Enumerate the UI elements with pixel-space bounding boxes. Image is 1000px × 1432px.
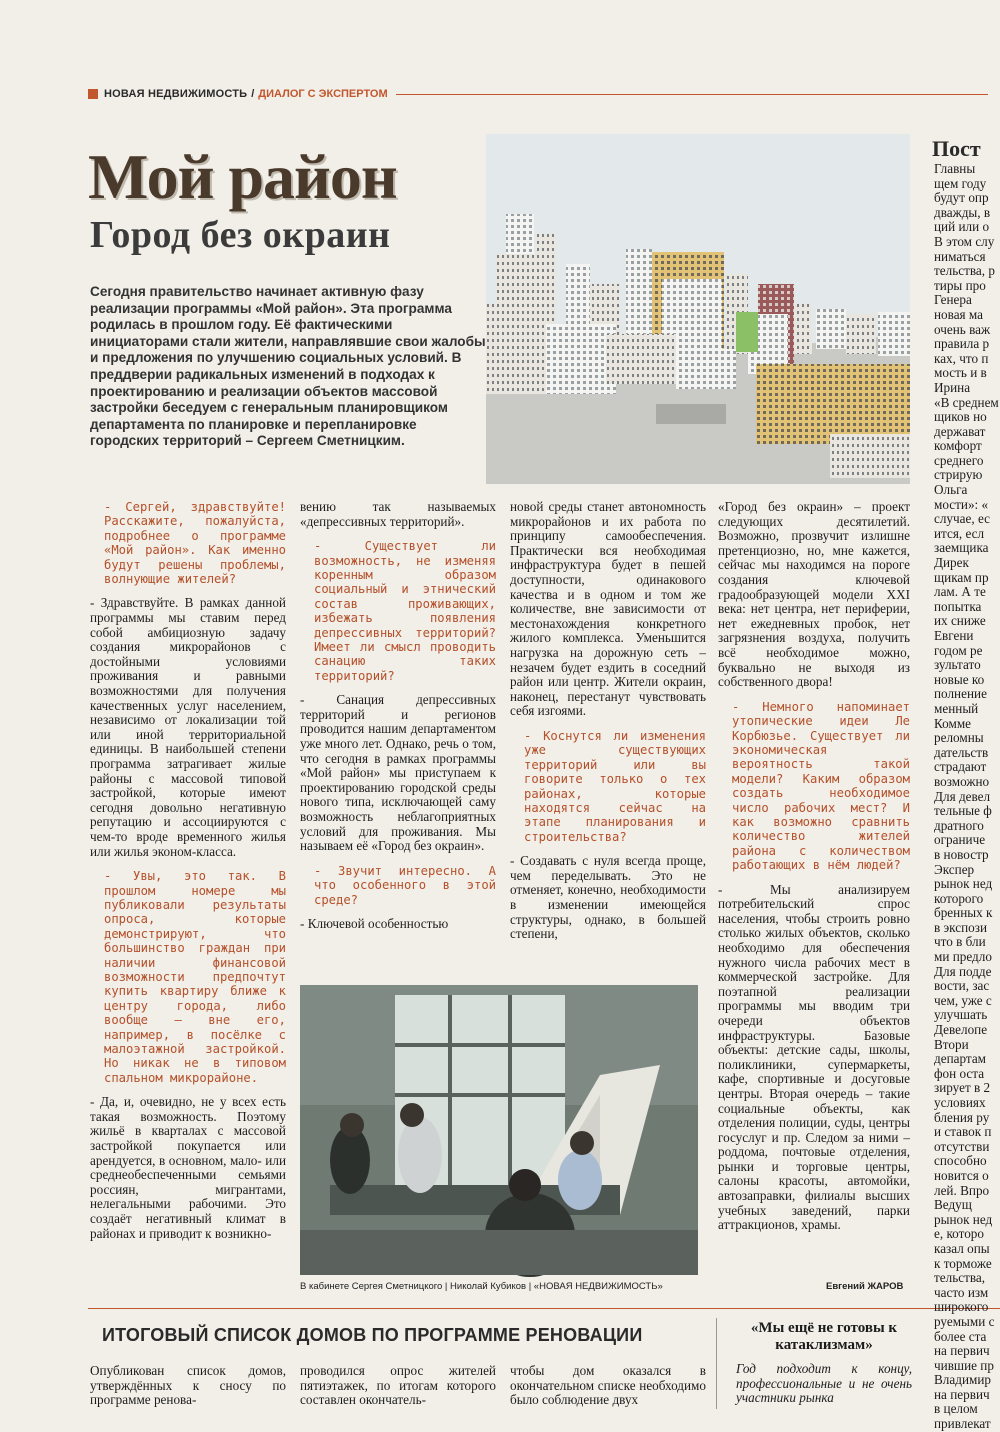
bottom-column-3: чтобы дом оказался в окончательном списке необходимо было соблюдение двух	[510, 1363, 706, 1408]
expert-answer: - Мы анализируем потребительский спрос населения, чтобы строить ровно столько жилых объектов, сколько необходимо для обеспечения нужного числа рабочих мест в коммерческой застройке. Для поэтапной реализации программы мы вводим три очереди объектов инфраструктуры. Базовые объекты: детские сады, школы, поликлиники, супермаркеты, кафе, спортивные и досуговые центры. Вторая очередь – такие социальные объекты, как отделения полиции, суды, центры госуслуг и пр. Следом за ними – роддома, почтовые отделения, рынки и торговые центры, салоны красоты, автомойки, автозаправки, филиалы высших учебных заведений, парки аттракционов, храмы.	[718, 881, 910, 1233]
bottom-article-title: ИТОГОВЫЙ СПИСОК ДОМОВ ПО ПРОГРАММЕ РЕНОВАЦИИ	[102, 1325, 643, 1345]
neighbor-line: реломны	[934, 730, 984, 746]
neighbor-line: широкого	[934, 1299, 989, 1315]
neighbor-line: новая ма	[934, 306, 984, 322]
neighbor-line: стрирую	[934, 467, 983, 483]
neighbor-line: бления ру	[934, 1109, 990, 1125]
neighbor-line: ках, что п	[934, 350, 989, 366]
interviewer-question: - Коснутся ли изменения уже существующих территорий или вы говорите только о тех районах, которые находятся сейчас на этапе планирования и строительства?	[524, 728, 706, 844]
bottom-rule	[88, 1308, 1000, 1309]
neighbor-line: фон оста	[934, 1065, 985, 1081]
bottom-column-1: Опубликован список домов, утверждённых к сносу по программе ренова-	[90, 1363, 286, 1408]
neighbor-line: Ольга	[934, 482, 968, 498]
neighbor-line: тиры про	[934, 277, 986, 293]
neighbor-line: условиях	[934, 1095, 986, 1110]
neighbor-line: ниматься	[934, 248, 986, 264]
neighbor-line: заемщика	[934, 540, 989, 556]
neighbor-line: дважды, в	[934, 204, 991, 220]
neighbor-line: щем году	[934, 175, 987, 191]
section-marker-icon	[88, 89, 98, 99]
article-column-3	[510, 499, 706, 942]
interviewer-question: - Сергей, здравствуйте! Расскажите, пожалуйста, подробнее о программе «Мой район». Как именно будут решены проблемы, волнующие жителей?	[104, 500, 286, 587]
article-column-4	[718, 500, 910, 1290]
neighbor-line: привлекат	[934, 1416, 991, 1432]
office-photo	[300, 985, 698, 1275]
neighbor-line: руемыми с	[934, 1313, 995, 1329]
neighbor-line: щиков но	[934, 409, 987, 425]
neighbor-line: дательств	[934, 744, 989, 760]
neighbor-line: комфорт	[934, 438, 982, 454]
neighbor-line: рынок нед	[934, 1211, 993, 1227]
neighbor-line: страдают	[934, 759, 987, 775]
photo-author: Евгений ЖАРОВ	[826, 1281, 904, 1292]
neighbor-line: улучшать	[934, 1007, 988, 1023]
side-article-title: «Мы ещё не готовы к катаклизмам»	[750, 1320, 898, 1353]
neighbor-line: случае, ес	[934, 511, 990, 527]
neighbor-line: департам	[934, 1051, 987, 1067]
neighbor-line: которого	[934, 890, 984, 906]
neighbor-line: чем, уже с	[934, 992, 992, 1008]
neighbor-line: новые ко	[934, 671, 985, 687]
neighbor-line: Экспер	[934, 861, 975, 877]
interviewer-question: - Увы, это так. В прошлом номере мы публиковали результаты опроса, которые демонстрируют, что большинство граждан при наличии финансовой возможности предпочтут купить квартиру ближе к центру города, либо вообще – вне его, например, в посёлке с малоэтажной застройкой. Но никак не в типовом спальном микрорайоне.	[104, 869, 286, 1085]
neighbor-line: рынок нед	[934, 876, 993, 892]
neighbor-line: что в бли	[934, 934, 986, 950]
neighbor-line: лам. А те	[934, 584, 986, 600]
neighbor-line: вости, зас	[934, 978, 990, 994]
neighbor-line: часто изм	[934, 1284, 989, 1300]
expert-answer: «Город без окраин» – проект следующих десятилетий. Возможно, прозвучит излишне претенциозно, но, мне кажется, сейчас мы находимся на пороге создания ключевой градообразующей модели XXI века: нет центра, нет периферии, нет ежедневных пробок, нет загрязнения воздуха, получить всё необходимое можно, буквально не выходя из собственного двора!	[718, 499, 910, 690]
interviewer-question: - Звучит интересно. А что особенного в этой среде?	[314, 863, 496, 907]
neighbor-line: ций или о	[934, 219, 990, 235]
neighbor-line: отсутстви	[934, 1138, 990, 1154]
neighbor-line: зирует в 2	[934, 1080, 991, 1096]
neighbor-line: будут опр	[934, 190, 989, 206]
side-divider	[716, 1318, 717, 1409]
neighbor-line: менный	[934, 700, 979, 716]
interviewer-question: - Немного напоминает утопические идеи Ле Корбюзье. Существует ли экономическая вероятность такой модели? Каким образом создать необходимое число рабочих мест? И как возможно сравнить количество жителей района с количеством работающих в нём людей?	[732, 699, 910, 873]
neighbor-line: новится о	[934, 1167, 989, 1183]
neighbor-line: Владимир	[934, 1372, 991, 1388]
neighbor-line: ми предло	[934, 949, 992, 965]
section-name: НОВАЯ НЕДВИЖИМОСТЬ	[104, 88, 248, 100]
neighbor-line: «В среднем	[934, 394, 999, 410]
photo-caption: В кабинете Сергея Сметницкого | Николай Кубиков | «НОВАЯ НЕДВИЖИМОСТЬ»	[300, 1281, 663, 1292]
neighbor-line: зультато	[934, 657, 981, 673]
neighbor-line: тельства,	[934, 1270, 986, 1286]
neighbor-line: Генера	[934, 292, 972, 308]
neighbor-line: тельные ф	[934, 803, 992, 819]
neighbor-line: мость и в	[934, 365, 987, 381]
neighbor-line: Главны	[934, 161, 976, 176]
expert-answer: - Санация депрессивных территорий и регионов проводится нашим департаментом уже много лет. Однако, речь о том, что сегодня в рамках программы «Мой район» мы приступаем к проектированию городской среды нового типа, исключающей саму возможность неблагоприятных условий для проживания. Мы называем её «Город без окраин».	[300, 692, 496, 854]
header-rule	[396, 94, 988, 95]
neighbor-line: Для девел	[934, 788, 991, 804]
section-header	[88, 84, 988, 104]
neighbor-line: на первич	[934, 1343, 990, 1359]
neighbor-line: тельства, р	[934, 263, 995, 279]
neighbor-line: е, которо	[934, 1226, 984, 1242]
expert-answer: - Да, и, очевидно, не у всех есть такая возможность. Поэтому жильё в кварталах с массовой застройкой покупается или арендуется, в основном, мало- или среднеобеспеченными семьями россиян, мигрантами, нелегальными рабочими. Это создаёт негативный климат в районах и приводит к возникно-	[90, 1094, 286, 1241]
city-render-illustration	[486, 134, 910, 484]
neighbor-line: Ирина	[934, 379, 971, 395]
article-column-1	[90, 500, 286, 1300]
neighbor-line: Ведущ	[934, 1197, 972, 1213]
neighbor-line: чившие пр	[934, 1357, 994, 1373]
neighbor-line: мости»: «	[934, 496, 989, 512]
neighbor-title: Пост	[932, 136, 981, 161]
neighbor-text	[918, 162, 1000, 1432]
neighbor-line: бренных к	[934, 905, 993, 921]
neighbor-line: Для подде	[934, 963, 992, 979]
office-photo-svg	[300, 985, 698, 1275]
neighbor-line: щикам пр	[934, 569, 989, 585]
neighbor-line: возможно	[934, 773, 990, 789]
expert-answer: - Создавать с нуля всегда проще, чем переделывать. Это не отменяет, конечно, необходимости в изменении имеющейся структуры, однако, в большей степени,	[510, 853, 706, 942]
neighbor-line: Комме	[934, 715, 972, 731]
neighbor-line: попытка	[934, 598, 982, 614]
neighbor-line: Втори	[934, 1036, 969, 1052]
neighbor-line: в экспози	[934, 919, 988, 935]
neighbor-line: В этом слу	[934, 233, 995, 249]
neighbor-line: их сниже	[934, 613, 986, 629]
neighbor-line: ограниче	[934, 832, 986, 848]
neighbor-line: на первич	[934, 1386, 990, 1402]
rubric-name: ДИАЛОГ С ЭКСПЕРТОМ	[258, 88, 388, 100]
neighbor-line: годом ре	[934, 642, 983, 658]
neighbor-line: дратного	[934, 817, 984, 833]
section-separator: /	[251, 88, 255, 100]
neighbor-line: Девелопе	[934, 1022, 988, 1038]
expert-answer: вению так называемых «депрессивных территорий».	[300, 499, 496, 529]
neighbor-line: способно	[934, 1153, 987, 1169]
interviewer-question: - Существует ли возможность, не изменяя коренным образом социальный и этнический состав проживающих, избежать появления депрессивных территорий? Имеет ли смысл проводить санацию таких территорий?	[314, 539, 496, 683]
expert-answer: новой среды станет автономность микрорайонов и их работа по принципу самообеспечения. Практически вся необходимая инфраструктура будет в пешей доступности, одинакового качества и в одном и том же количестве, вне зависимости от местонахождения конкретного жилого комплекса. Уменьшится нагрузка на дорожную сеть – незачем будет ездить в соседний район или центр. Жители окраин, наконец, перестанут чувствовать себя изгоями.	[510, 499, 706, 719]
expert-answer: - Здравствуйте. В рамках данной программы мы ставим перед собой амбициозную задачу создания микрорайонов с достойными условиями проживания и равными возможностями для получения качественных услуг населением, независимо от локализации той или иной территориальной единицы. В наибольшей степени программа затрагивает жилые районы с массовой типовой застройкой, которые имеют сегодня довольно негативную репутацию и ассоциируются с чем-то вроде временного жилья или жилья эконом-класса.	[90, 595, 286, 859]
neighbor-line: среднего	[934, 452, 984, 468]
article-subtitle: Город без окраин	[90, 214, 391, 256]
neighbor-line: полнение	[934, 686, 987, 702]
neighbor-line: в целом	[934, 1401, 978, 1417]
neighbor-line: Дирек	[934, 555, 969, 571]
neighbor-line: в новостр	[934, 846, 989, 862]
neighbor-line: ится, есл	[934, 525, 985, 541]
article-column-2	[300, 499, 496, 931]
article-title: Мой район	[88, 141, 397, 212]
neighbor-line: более ста	[934, 1328, 987, 1344]
article-lead: Сегодня правительство начинает активную фазу реализации программы «Мой район». Эта программа родилась в прошлом году. Её фактическими инициаторами стали жители, направлявшие свои жалобы и предложения по улучшению социальных условий. В преддверии радикальных изменений в подходах к проектированию и реализации объектов массовой застройки беседуем с генеральным планировщиком департамента по планировке и перепланировке городских территорий – Сергеем Сметницким.	[90, 284, 486, 449]
neighbor-line: Евгени	[934, 628, 974, 643]
neighbor-line: держават	[934, 423, 986, 439]
neighbor-line: казал опы	[934, 1240, 990, 1256]
bottom-column-2: проводился опрос жителей пятиэтажек, по итогам которого составлен окончатель-	[300, 1363, 496, 1408]
expert-answer: - Ключевой особенностью	[300, 916, 449, 931]
neighbor-line: правила р	[934, 336, 990, 352]
city-render-svg	[486, 134, 910, 484]
neighbor-line: к торможе	[934, 1255, 992, 1271]
neighbor-line: и ставок п	[934, 1124, 992, 1140]
neighbor-page-fragment	[918, 134, 1000, 1432]
neighbor-line: очень важ	[934, 321, 991, 337]
neighbor-line: лей. Впро	[934, 1182, 990, 1198]
side-article-text: Год подходит к концу, профессиональные и не очень участники рынка	[736, 1361, 912, 1406]
